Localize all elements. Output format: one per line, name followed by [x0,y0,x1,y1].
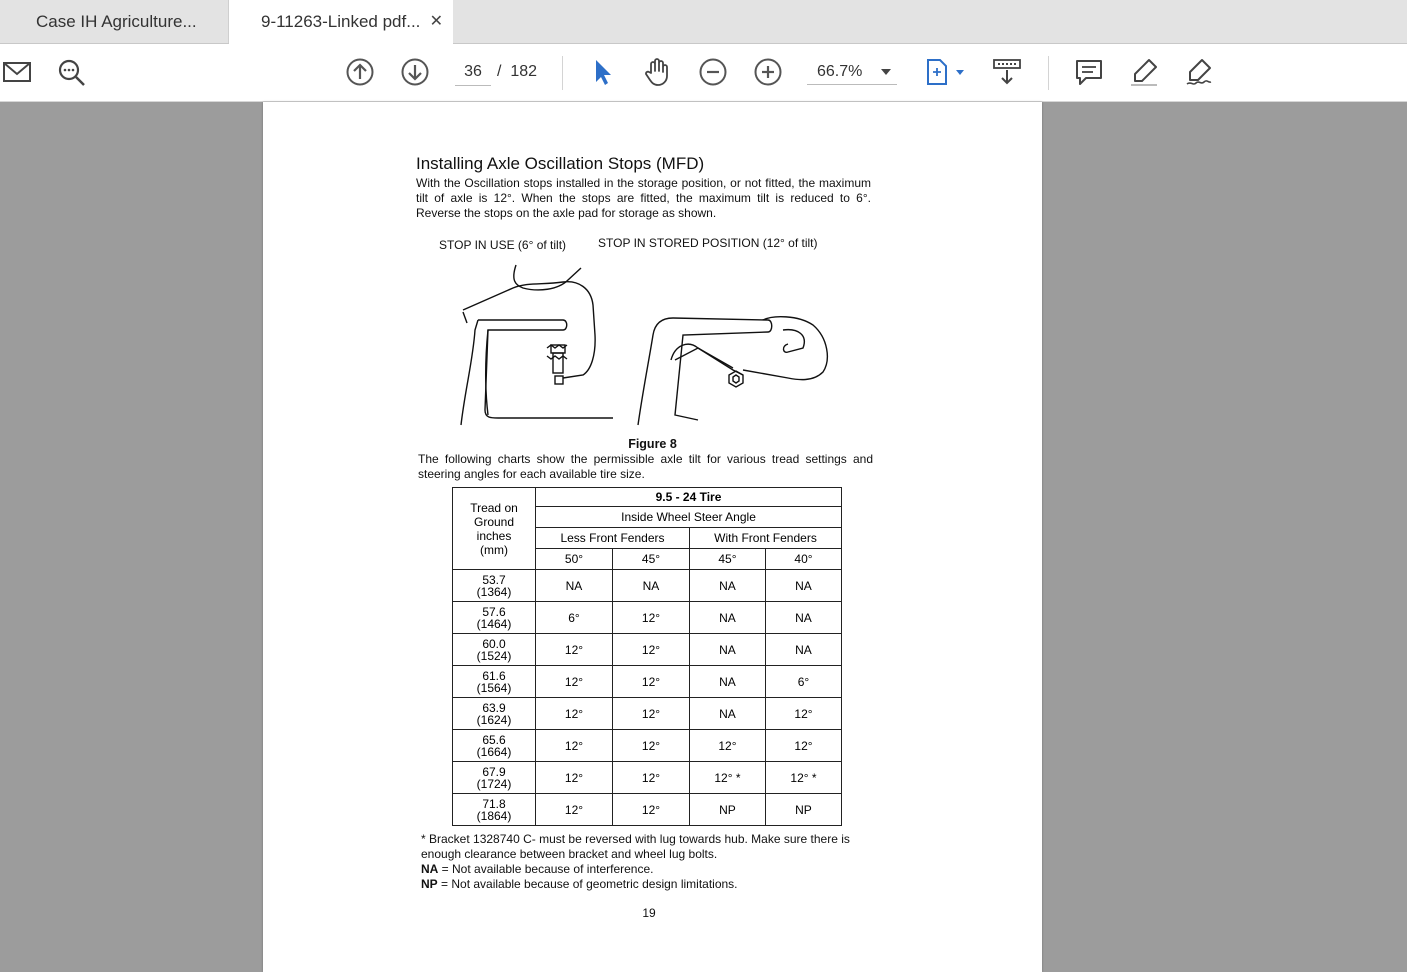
tread-cell: 63.9 (1624) [453,698,536,730]
prev-page-icon[interactable] [345,57,375,87]
tilt-cell: 6° [765,666,841,698]
steer-angle-header: Inside Wheel Steer Angle [536,507,842,528]
angle-header: 45° [612,549,689,570]
tilt-cell: NA [765,602,841,634]
doc-title: Installing Axle Oscillation Stops (MFD) [416,154,705,173]
tilt-cell: 12° * [689,762,765,794]
footnote-na: NA = Not available because of interference. [421,862,654,876]
tread-cell: 60.0 (1524) [453,634,536,666]
highlight-icon[interactable] [1129,57,1159,87]
page-number: 19 [642,906,656,920]
tilt-cell: 12° [612,666,689,698]
table-row [453,666,842,698]
scroll-mode-icon[interactable] [992,57,1022,87]
group-less-fenders: Less Front Fenders [536,528,690,549]
divider [562,56,563,90]
toolbar [0,44,1407,102]
tilt-cell: NA [689,634,765,666]
label-stop-stored: STOP IN STORED POSITION (12° of tilt) [598,236,818,250]
divider [1048,56,1049,90]
next-page-icon[interactable] [400,57,430,87]
search-zoom-icon[interactable] [56,57,86,87]
tread-cell: 71.8 (1864) [453,794,536,826]
tilt-cell: 12° [536,634,613,666]
zoom-select[interactable] [807,59,897,85]
tilt-cell: NA [689,666,765,698]
tilt-cell: 12° [612,762,689,794]
tilt-cell: 12° [612,602,689,634]
table-row [453,762,842,794]
tilt-cell: NP [765,794,841,826]
page-number-input[interactable]: 36 [455,59,491,86]
tilt-cell: 12° [536,794,613,826]
fit-page-icon[interactable] [924,57,968,87]
zoom-value: 66.7% [817,63,863,80]
group-with-fenders: With Front Fenders [689,528,841,549]
tilt-cell: 12° [612,794,689,826]
axle-stop-diagram [443,260,843,430]
zoom-out-icon[interactable] [698,57,728,87]
tilt-cell: NA [689,570,765,602]
tilt-cell: 12° [765,730,841,762]
figure-caption: Figure 8 [628,437,677,451]
tilt-cell: 12° [612,730,689,762]
doc-intro: With the Oscillation stops installed in the storage position, or not fitted, the maximum tilt of axle is 12°. When the stops are fitted, the maximum tilt is reduced to 6°. Reverse the stops on the axle pad for storage as shown. [416,176,871,220]
tread-cell: 61.6 (1564) [453,666,536,698]
mail-icon[interactable] [2,57,32,87]
table-row [453,698,842,730]
tab-label: Case IH Agriculture... [36,12,197,31]
page-total [497,59,537,85]
tilt-cell: 12° [765,698,841,730]
tilt-cell: NA [689,698,765,730]
table-row [453,634,842,666]
axle-tilt-table [452,487,842,826]
tilt-cell: NA [689,602,765,634]
footnote-star: * Bracket 1328740 C- must be reversed with lug towards hub. Make sure there is enough clearance between bracket and wheel lug bolts. [421,832,850,861]
zoom-in-icon[interactable] [753,57,783,87]
tilt-cell: 12° [536,762,613,794]
total-pages: 182 [510,63,538,80]
angle-header: 45° [689,549,765,570]
tab-label: 9-11263-Linked pdf... [261,12,421,31]
page-separator: / [497,63,502,80]
tilt-cell: 12° [536,730,613,762]
tilt-cell: 12° [612,698,689,730]
tilt-cell: 12° * [765,762,841,794]
table-row [453,730,842,762]
footnote-np: NP = Not available because of geometric design limitations. [421,877,738,891]
tilt-cell: 12° [689,730,765,762]
label-stop-in-use: STOP IN USE (6° of tilt) [439,238,567,252]
tread-cell: 53.7 (1364) [453,570,536,602]
hand-tool-icon[interactable] [643,57,673,87]
table-row [453,794,842,826]
table-row [453,602,842,634]
pdf-page [263,102,1042,972]
tilt-cell: NA [536,570,613,602]
tilt-cell: 12° [536,698,613,730]
zoom-dropdown-icon[interactable] [881,69,891,75]
charts-intro: The following charts show the permissible axle tilt for various tread settings and steering angles for each available tire size. [418,452,873,481]
angle-header: 40° [765,549,841,570]
tab-bar [0,0,1407,44]
tilt-cell: NA [765,570,841,602]
select-cursor-icon[interactable] [588,57,618,87]
angle-header: 50° [536,549,613,570]
tread-cell: 67.9 (1724) [453,762,536,794]
tire-header: 9.5 - 24 Tire [536,488,842,507]
table-row [453,570,842,602]
tilt-cell: NA [612,570,689,602]
tread-cell: 57.6 (1464) [453,602,536,634]
sign-icon[interactable] [1184,57,1214,87]
tread-header: Tread on Ground inches (mm) [453,488,536,570]
close-icon[interactable]: ✕ [429,13,443,30]
tab-linked-pdf[interactable] [229,0,453,44]
tilt-cell: NA [765,634,841,666]
comment-icon[interactable] [1074,57,1104,87]
tilt-cell: 6° [536,602,613,634]
tilt-cell: NP [689,794,765,826]
tab-case-ih[interactable] [0,0,229,43]
tread-cell: 65.6 (1664) [453,730,536,762]
tilt-cell: 12° [612,634,689,666]
tilt-cell: 12° [536,666,613,698]
